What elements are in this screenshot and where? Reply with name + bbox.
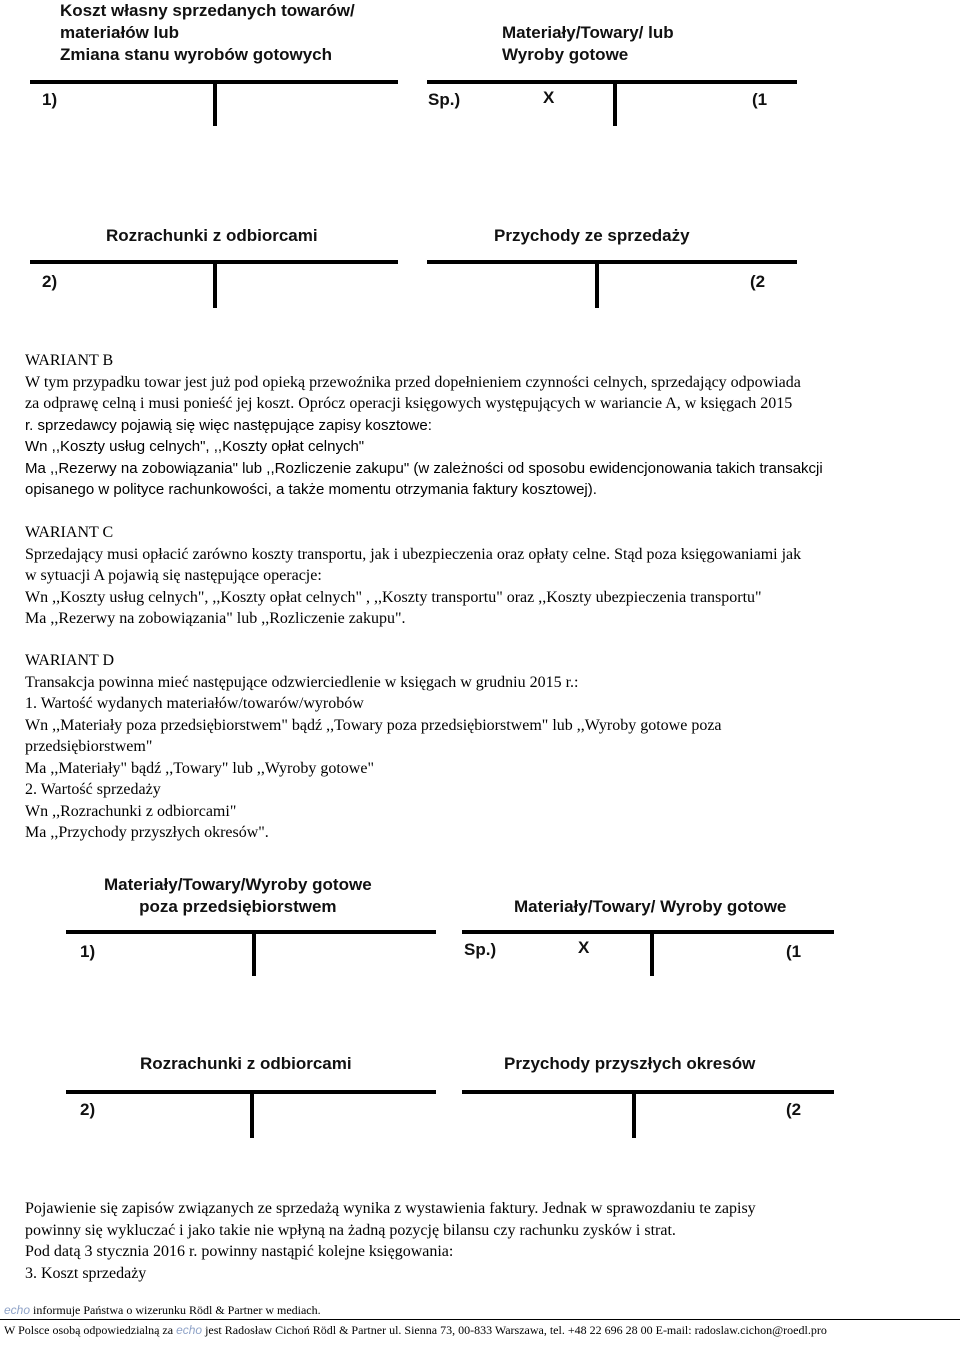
t-account-vertical-line: [613, 80, 617, 126]
paragraph-line: Wn ,,Koszty usług celnych", ,,Koszty opłat celnych" , ,,Koszty transportu" oraz ,,Koszty ubezpieczenia transportu": [25, 588, 762, 606]
t-account-vertical-line: [252, 930, 256, 976]
section-heading: WARIANT C: [25, 524, 114, 541]
paragraph-line: Wn ,,Materiały poza przedsiębiorstwem" bądź ,,Towary poza przedsiębiorstwem" lub ,,Wyroby gotowe poza: [25, 716, 722, 734]
paragraph-line: 3. Koszt sprzedaży: [25, 1264, 147, 1282]
account-title-materials: [502, 22, 674, 66]
footer-text: jest Radosław Cichoń Rödl & Partner ul. Sienna 73, 00-833 Warszawa, tel. +48 22 696 28 00 E-mail: radoslaw.cichon@roedl.pro: [202, 1323, 827, 1337]
account-title-materials-outside: [104, 874, 372, 918]
paragraph-line: powinny się wykluczać i jako takie nie wpłyną na żadną pozycję bilansu czy rachunku zysków i strat.: [25, 1221, 676, 1239]
account-title-receivables: Rozrachunki z odbiorcami: [106, 226, 318, 245]
account-title-materials: Materiały/Towary/ Wyroby gotowe: [514, 897, 787, 916]
title-line: poza przedsiębiorstwem: [139, 897, 337, 916]
section-heading: WARIANT D: [25, 652, 115, 669]
entry-label: Sp.): [464, 940, 497, 959]
section-wariant-d: [25, 650, 940, 844]
t-account-vertical-line: [213, 80, 217, 126]
t-account-vertical-line: [595, 260, 599, 308]
footer-line-1: [4, 1303, 960, 1318]
echo-logo: echo: [4, 1303, 31, 1317]
t-account-vertical-line: [213, 260, 217, 308]
paragraph-line: przedsiębiorstwem": [25, 738, 153, 755]
title-line: Koszt własny sprzedanych towarów/: [60, 1, 355, 20]
entry-label: 1): [80, 942, 96, 961]
section-heading: WARIANT B: [25, 352, 114, 369]
paragraph-line: za odprawę celną i musi ponieść jej koszt. Oprócz operacji księgowych występujących w wariancie A, w księgach 2015: [25, 395, 793, 412]
title-line: Materiały/Towary/ lub: [502, 23, 674, 42]
account-title-sales-revenue: Przychody ze sprzedaży: [494, 226, 690, 245]
section-wariant-b: [25, 350, 940, 501]
t-account-horizontal-line: [66, 930, 436, 934]
paragraph-line: W tym przypadku towar jest już pod opieką przewoźnika przed dopełnieniem czynności celnych, sprzedający odpowiada: [25, 373, 801, 391]
t-account-horizontal-line: [427, 260, 797, 264]
t-account-vertical-line: [632, 1090, 636, 1138]
section-wariant-c: [25, 522, 940, 630]
entry-label: (2: [750, 272, 766, 291]
entry-x-mark: X: [543, 88, 555, 107]
paragraph-line: Ma ,,Rezerwy na zobowiązania" lub ,,Rozliczenie zakupu" (w zależności od sposobu ewidencjonowania takich transakcji: [25, 459, 823, 477]
account-title-cost-of-goods: [60, 0, 355, 66]
t-account-horizontal-line: [427, 80, 797, 84]
paragraph-line: Wn ,,Koszty usług celnych", ,,Koszty opłat celnych": [25, 438, 365, 455]
footer-text: W Polsce osobą odpowiedzialną za: [4, 1323, 177, 1337]
paragraph-line: Transakcja powinna mieć następujące odzwierciedlenie w księgach w grudniu 2015 r.:: [25, 673, 579, 691]
entry-label: (1: [752, 90, 768, 109]
account-title-receivables: Rozrachunki z odbiorcami: [140, 1054, 352, 1073]
account-title-deferred-revenue: Przychody przyszłych okresów: [504, 1054, 756, 1073]
t-account-vertical-line: [250, 1090, 254, 1138]
entry-label: Sp.): [428, 90, 461, 109]
paragraph-line: Pojawienie się zapisów związanych ze sprzedażą wynika z wystawienia faktury. Jednak w sprawozdaniu te zapisy: [25, 1200, 756, 1217]
t-account-horizontal-line: [462, 1090, 834, 1094]
closing-paragraph: [25, 1198, 940, 1284]
entry-label: 1): [42, 90, 58, 109]
entry-label: (2: [786, 1100, 802, 1119]
paragraph-line: r. sprzedawcy pojawią się więc następujące zapisy kosztowe:: [25, 416, 432, 434]
paragraph-line: opisanego w polityce rachunkowości, a także momentu otrzymania faktury kosztowej).: [25, 481, 597, 498]
paragraph-line: Ma ,,Rezerwy na zobowiązania" lub ,,Rozliczenie zakupu".: [25, 610, 406, 627]
paragraph-line: w sytuacji A pojawią się następujące operacje:: [25, 567, 322, 584]
paragraph-line: Wn ,,Rozrachunki z odbiorcami": [25, 802, 237, 820]
echo-logo: echo: [176, 1323, 203, 1337]
t-account-horizontal-line: [462, 930, 834, 934]
paragraph-line: Pod datą 3 stycznia 2016 r. powinny nastąpić kolejne księgowania:: [25, 1243, 454, 1260]
entry-x-mark: X: [578, 938, 590, 957]
title-line: Materiały/Towary/Wyroby gotowe: [104, 875, 372, 894]
paragraph-line: 1. Wartość wydanych materiałów/towarów/wyrobów: [25, 695, 364, 712]
title-line: Wyroby gotowe: [502, 45, 629, 64]
footer-divider: [0, 1319, 960, 1320]
title-line: materiałów lub: [60, 23, 180, 42]
entry-label: 2): [80, 1100, 96, 1119]
paragraph-line: Ma ,,Materiały" bądź ,,Towary" lub ,,Wyroby gotowe": [25, 759, 374, 777]
paragraph-line: Sprzedający musi opłacić zarówno koszty transportu, jak i ubezpieczenia oraz opłaty celne. Stąd poza księgowaniami jak: [25, 545, 802, 563]
title-line: Zmiana stanu wyrobów gotowych: [60, 45, 333, 64]
entry-label: 2): [42, 272, 58, 291]
entry-label: (1: [786, 942, 802, 961]
footer-text: informuje Państwa o wizerunku Rödl & Partner w mediach.: [30, 1303, 321, 1317]
footer-line-2: [4, 1323, 960, 1338]
paragraph-line: Ma ,,Przychody przyszłych okresów".: [25, 824, 269, 841]
t-account-vertical-line: [650, 930, 654, 976]
paragraph-line: 2. Wartość sprzedaży: [25, 781, 161, 798]
